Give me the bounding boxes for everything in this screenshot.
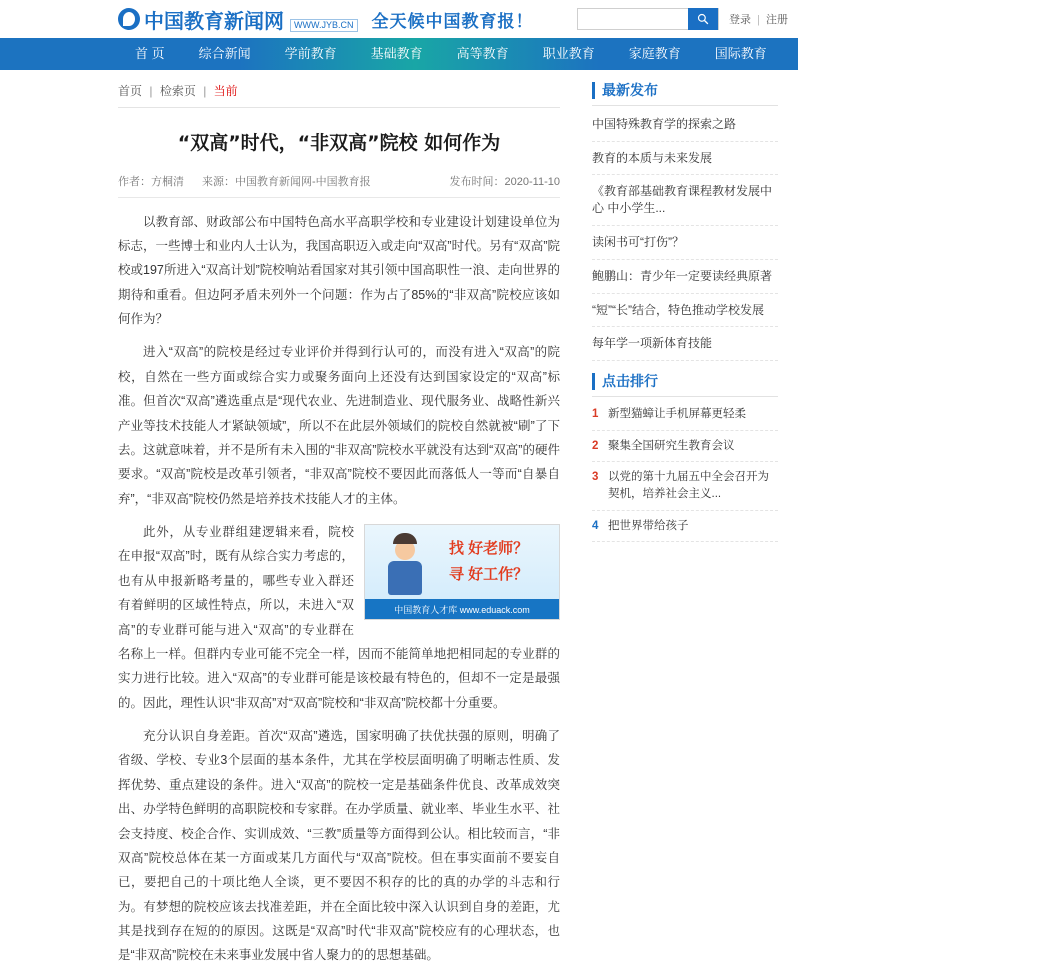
- sidebar-divider-1: [592, 105, 778, 106]
- breadcrumb-sep-1: |: [149, 84, 153, 98]
- article-paragraph-3: 充分认识自身差距。首次“双高”遴选，国家明确了扶优扶强的原则，明确了省级、学校、专业3个层面的基本条件，尤其在学校层面明确了明晰志性质、发挥优势、重点建设的条件。进入“双高”的院校一定是基础条件优良、改革成效突出、办学特色鲜明的高职院校和专家群。在办学质量、就业率、毕业生水平、社会支持度、校企合作、实训成效、“三教”质量等方面得到公认。相比较而言，“非双高”院校总体在某一方面或某几方面代与“双高”院校。但在事实面前不要妄自已，要把自己的十项比绝人全谈，更不要因不积存的比的真的办学的斗志和行为。有梦想的院校应该去找准差距，并在全面比较中深入认识到自身的差距，尤其是找到存在短的的原因。这既是“双高”时代“非双高”院校应有的心理状态，也是“非双高”院校在未来事业发展中省人聚力的的思想基础。: [118, 729, 560, 963]
- list-item[interactable]: [592, 511, 778, 543]
- rank-text: 聚集全国研究生教育会议: [608, 439, 735, 452]
- nav-item-8[interactable]: 民族教育: [800, 46, 853, 61]
- rank-number: 4: [592, 519, 599, 532]
- article-body: [118, 198, 560, 968]
- list-item[interactable]: 每年学一项新体育技能: [592, 327, 778, 361]
- rank-number: 3: [592, 471, 599, 484]
- article-date-label: 发布时间：: [449, 175, 505, 188]
- list-item[interactable]: 《教育部基础教育课程教材发展中心 中小学生...: [592, 175, 778, 226]
- nav-item-0[interactable]: 首 页: [135, 46, 165, 61]
- nav-item-1[interactable]: 综合新闻: [198, 46, 251, 61]
- breadcrumb-home[interactable]: 首页: [118, 84, 143, 98]
- ad-footer-band: 中国教育人才库 www.eduack.com: [365, 599, 559, 619]
- page-body: [0, 70, 798, 977]
- nav-item-3[interactable]: 基础教育: [370, 46, 423, 61]
- article-meta: [118, 173, 560, 198]
- nav-item-10[interactable]: 书香校园: [972, 46, 1025, 61]
- rank-text: 以党的第十九届五中全会召开为契机，培养社会主义...: [608, 471, 769, 500]
- ad-hair-shape: [393, 533, 417, 544]
- article-date-value: 2020-11-10: [504, 175, 560, 188]
- register-link[interactable]: 注册: [766, 14, 788, 26]
- nav-item-5[interactable]: 职业教育: [542, 46, 595, 61]
- content-wrapper: [118, 70, 798, 977]
- advertisement-banner[interactable]: [364, 524, 560, 620]
- top-bar-right: [577, 8, 788, 30]
- account-links: [729, 11, 788, 27]
- article-author: [118, 173, 184, 189]
- search-input[interactable]: [578, 9, 688, 29]
- nav-item-9[interactable]: 思想理论: [886, 46, 939, 61]
- list-item[interactable]: 鲍鹏山：青少年一定要读经典原著: [592, 260, 778, 294]
- sidebar-column: [578, 70, 778, 977]
- ad-line-2: 寻 好工作？: [449, 566, 529, 584]
- list-item[interactable]: 读闲书可“打伤”？: [592, 226, 778, 260]
- list-item[interactable]: 教育的本质与未来发展: [592, 142, 778, 176]
- nav-item-7[interactable]: 国际教育: [714, 46, 767, 61]
- sidebar-latest-list: [592, 108, 778, 361]
- article-paragraph-1: 进入“双高”的院校是经过专业评价并得到行认可的，而没有进入“双高”的院校，自然在一些方面或综合实力或聚务面向上还没有达到国家设定的“双高”标准。但首次“双高”遴选重点是“现代农业、先进制造业、现代服务业、战略性新兴产业等技术技能人才紧缺领域”，所以不在此层外领域们的院校自然就被“刷”了下去。这就意味着，并不是所有未入围的“非双高”院校水平就没有达到“双高”的硬件要求。“双高”院校是改革引领者，“非双高”院校不要因此而落低人一等而“自暴自弃”，“非双高”院校仍然是培养技术技能人才的主体。: [118, 345, 560, 506]
- list-item[interactable]: [592, 431, 778, 463]
- search-button[interactable]: [688, 8, 718, 30]
- sidebar-rank-title: 点击排行: [592, 373, 778, 390]
- ad-person-illustration: [379, 533, 431, 597]
- article-author-label: 作者：: [118, 175, 151, 188]
- logo-mark-icon: [118, 8, 140, 30]
- article-title: “双高”时代，“非双高”院校 如何作为: [177, 132, 501, 154]
- site-logo-text: 中国教育新闻网: [144, 8, 284, 33]
- breadcrumb-section[interactable]: 检索页: [159, 84, 196, 98]
- main-nav: [0, 38, 1025, 70]
- nav-item-6[interactable]: 家庭教育: [628, 46, 681, 61]
- article-paragraph-0: 以教育部、财政部公布中国特色高水平高职学校和专业建设计划建设单位为标志，一些博士和业内人士认为，我国高职迈入或走向“双高”时代。另有“双高”院校或197所进入“双高计划”院校响站看国家对其引领中国高职性一浪、走向世界的期待和重看。但边阿矛盾未列外一个问题：作为占了85%的“非双高”院校应该如何作为？: [118, 214, 560, 327]
- nav-item-2[interactable]: 学前教育: [284, 46, 337, 61]
- breadcrumb: [118, 70, 560, 108]
- list-item[interactable]: 中国特殊教育学的探索之路: [592, 108, 778, 142]
- sidebar-latest-title: 最新发布: [592, 82, 778, 99]
- article-source: [202, 173, 371, 189]
- article-source-value: 中国教育新闻网-中国教育报: [235, 175, 371, 188]
- main-column: [118, 70, 578, 977]
- sidebar-rank-list: [592, 399, 778, 542]
- site-logo[interactable]: [118, 5, 358, 34]
- login-link[interactable]: 登录: [729, 14, 752, 26]
- rank-text: 把世界带给孩子: [608, 519, 689, 532]
- account-separator: |: [757, 14, 760, 26]
- list-item[interactable]: [592, 462, 778, 510]
- ad-line-1: 找 好老师？: [449, 540, 529, 558]
- breadcrumb-current: 当前: [213, 84, 238, 98]
- search-icon: [697, 13, 709, 25]
- breadcrumb-sep-2: |: [203, 84, 207, 98]
- search-box[interactable]: [577, 8, 719, 30]
- rank-text: 新型猫蟑让手机屏幕更轻柔: [608, 407, 746, 420]
- rank-number: 2: [592, 439, 599, 452]
- list-item[interactable]: [592, 399, 778, 431]
- list-item[interactable]: “短”“长”结合，特色推动学校发展: [592, 294, 778, 328]
- article-date: [450, 173, 560, 189]
- site-logo-url: WWW.JYB.CN: [290, 19, 358, 32]
- rank-number: 1: [592, 407, 599, 420]
- nav-item-4[interactable]: 高等教育: [456, 46, 509, 61]
- article-author-value: 方桐清: [151, 175, 184, 188]
- top-bar: [0, 0, 798, 38]
- ad-body-shape: [388, 561, 422, 595]
- sidebar-divider-2: [592, 396, 778, 397]
- article-paragraph-2: 此外，从专业群组建逻辑来看，院校在申报“双高”时，既有从综合实力考虑的，也有从申报新略考量的，哪些专业入群还有着鲜明的区域性特点，所以，未进入“双高”的专业群可能与进入“双高”的专业群在名称上一样。但群内专业可能不完全一样，因而不能简单地把相同起的专业群的实力进行比较。进入“双高”的专业群可能是该校最有特色的，但却不一定是最强的。因此，理性认识“非双高”对“双高”院校和“非双高”院校都十分重要。: [118, 525, 560, 710]
- article-source-label: 来源：: [202, 175, 235, 188]
- site-slogan: 全天候中国教育报！: [371, 11, 534, 31]
